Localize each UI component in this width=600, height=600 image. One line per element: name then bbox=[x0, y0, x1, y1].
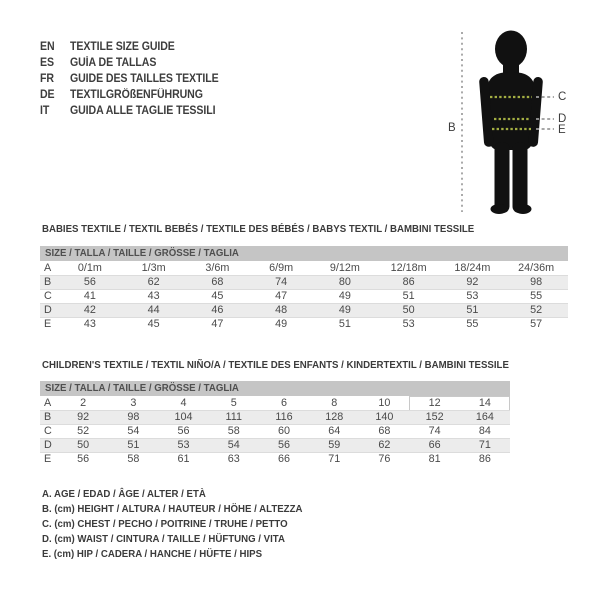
table-cell: 54 bbox=[227, 439, 240, 451]
children-table-body bbox=[40, 396, 510, 466]
children-size-table bbox=[40, 381, 510, 466]
table-cell: 8 bbox=[331, 397, 338, 409]
table-row bbox=[40, 452, 510, 466]
row-label: D bbox=[44, 304, 52, 316]
table-cell: 51 bbox=[127, 439, 140, 451]
language-code: EN bbox=[40, 41, 55, 53]
children-table-title: CHILDREN'S TEXTILE / TEXTIL NIÑO/A / TEXTILE DES ENFANTS / KINDERTEXTIL / BAMBINI TESSILE bbox=[42, 359, 509, 371]
table-cell: 128 bbox=[325, 411, 344, 423]
language-row bbox=[40, 103, 232, 119]
row-label: E bbox=[44, 318, 52, 330]
height-label: B bbox=[448, 122, 456, 134]
table-cell: 2 bbox=[80, 397, 87, 409]
babies-table-title: BABIES TEXTILE / TEXTIL BEBÉS / TEXTILE DES BÉBÉS / BABYS TEXTIL / BAMBINI TESSILE bbox=[42, 223, 475, 235]
table-cell: 52 bbox=[530, 304, 543, 316]
table-cell: 164 bbox=[475, 411, 494, 423]
table-cell: 53 bbox=[402, 318, 415, 330]
table-cell: 55 bbox=[530, 290, 543, 302]
table-cell: 71 bbox=[478, 439, 491, 451]
table-cell: 9/12m bbox=[329, 262, 360, 274]
table-cell: 50 bbox=[77, 439, 90, 451]
table-cell: 55 bbox=[466, 318, 479, 330]
table-cell: 116 bbox=[275, 411, 293, 423]
table-cell: 3/6m bbox=[205, 262, 230, 274]
row-label: B bbox=[44, 276, 52, 288]
row-label: C bbox=[44, 290, 52, 302]
table-cell: 61 bbox=[177, 453, 190, 465]
table-cell: 92 bbox=[77, 411, 90, 423]
legend-line: A. AGE / EDAD / ÂGE / ALTER / ETÀ bbox=[42, 488, 206, 500]
children-table-header: SIZE / TALLA / TAILLE / GRÖSSE / TAGLIA bbox=[40, 381, 510, 396]
table-cell: 54 bbox=[127, 425, 140, 437]
row-label: A bbox=[44, 397, 52, 409]
table-cell: 51 bbox=[466, 304, 479, 316]
language-code: IT bbox=[40, 105, 50, 117]
table-cell: 43 bbox=[147, 290, 160, 302]
table-cell: 56 bbox=[177, 425, 190, 437]
row-label: C bbox=[44, 425, 52, 437]
table-cell: 98 bbox=[127, 411, 140, 423]
row-label: A bbox=[44, 262, 52, 274]
table-cell: 51 bbox=[338, 318, 351, 330]
legend-line: D. (cm) WAIST / CINTURA / TAILLE / HÜFTUNG / VITA bbox=[42, 533, 285, 545]
hip-label: E bbox=[558, 124, 566, 136]
table-cell: 46 bbox=[211, 304, 224, 316]
table-cell: 59 bbox=[328, 439, 341, 451]
row-label: B bbox=[44, 411, 52, 423]
table-cell: 43 bbox=[83, 318, 96, 330]
babies-table-body bbox=[40, 261, 568, 331]
table-cell: 68 bbox=[211, 276, 224, 288]
language-code: ES bbox=[40, 57, 54, 69]
table-row bbox=[40, 438, 510, 452]
language-title: GUIDA ALLE TAGLIE TESSILI bbox=[70, 105, 216, 117]
babies-size-table bbox=[40, 246, 568, 331]
table-cell: 0/1m bbox=[77, 262, 102, 274]
table-cell: 6/9m bbox=[269, 262, 294, 274]
table-cell: 68 bbox=[378, 425, 391, 437]
table-cell: 74 bbox=[275, 276, 288, 288]
table-cell: 41 bbox=[83, 290, 96, 302]
table-cell: 98 bbox=[530, 276, 543, 288]
table-cell: 86 bbox=[402, 276, 415, 288]
measurement-figure bbox=[430, 16, 580, 222]
table-cell: 24/36m bbox=[518, 262, 555, 274]
table-cell: 58 bbox=[227, 425, 240, 437]
table-row bbox=[40, 396, 510, 410]
table-row bbox=[40, 317, 568, 331]
language-code: DE bbox=[40, 89, 55, 101]
row-label: E bbox=[44, 453, 52, 465]
table-cell: 152 bbox=[425, 411, 444, 423]
table-cell: 4 bbox=[180, 397, 187, 409]
babies-table-header: SIZE / TALLA / TAILLE / GRÖSSE / TAGLIA bbox=[40, 246, 568, 261]
table-cell: 86 bbox=[478, 453, 491, 465]
chest-label: C bbox=[558, 91, 567, 103]
table-cell: 62 bbox=[147, 276, 160, 288]
table-row bbox=[40, 289, 568, 303]
language-title: TEXTILE SIZE GUIDE bbox=[70, 41, 175, 53]
language-title: GUÍA DE TALLAS bbox=[70, 57, 157, 69]
table-cell: 3 bbox=[130, 397, 137, 409]
language-row bbox=[40, 87, 232, 103]
table-cell: 47 bbox=[211, 318, 224, 330]
table-cell: 49 bbox=[338, 304, 351, 316]
table-cell: 80 bbox=[338, 276, 351, 288]
table-cell: 42 bbox=[83, 304, 96, 316]
table-cell: 12/18m bbox=[390, 262, 427, 274]
table-cell: 56 bbox=[277, 439, 290, 451]
table-cell: 5 bbox=[230, 397, 237, 409]
legend-line: C. (cm) CHEST / PECHO / POITRINE / TRUHE / PETTO bbox=[42, 518, 288, 530]
table-cell: 66 bbox=[428, 439, 441, 451]
legend-line: E. (cm) HIP / CADERA / HANCHE / HÜFTE / HIPS bbox=[42, 548, 263, 560]
table-cell: 63 bbox=[227, 453, 240, 465]
table-cell: 66 bbox=[277, 453, 290, 465]
language-title: TEXTILGRÖßENFÜHRUNG bbox=[70, 89, 203, 101]
table-cell: 64 bbox=[328, 425, 341, 437]
table-cell: 52 bbox=[77, 425, 90, 437]
table-cell: 92 bbox=[466, 276, 479, 288]
table-cell: 12 bbox=[428, 397, 441, 409]
language-code: FR bbox=[40, 73, 54, 85]
table-cell: 10 bbox=[378, 397, 391, 409]
table-cell: 49 bbox=[275, 318, 288, 330]
table-cell: 56 bbox=[77, 453, 90, 465]
table-cell: 111 bbox=[225, 411, 242, 423]
measurement-legend bbox=[42, 487, 325, 562]
table-row bbox=[40, 303, 568, 317]
table-cell: 49 bbox=[338, 290, 351, 302]
table-row bbox=[40, 261, 568, 275]
table-cell: 50 bbox=[402, 304, 415, 316]
table-cell: 57 bbox=[530, 318, 543, 330]
table-cell: 45 bbox=[211, 290, 224, 302]
row-label: D bbox=[44, 439, 52, 451]
table-cell: 53 bbox=[466, 290, 479, 302]
table-cell: 1/3m bbox=[141, 262, 166, 274]
table-cell: 81 bbox=[428, 453, 441, 465]
table-cell: 56 bbox=[83, 276, 96, 288]
language-title: GUIDE DES TAILLES TEXTILE bbox=[70, 73, 219, 85]
table-cell: 140 bbox=[375, 411, 394, 423]
language-row bbox=[40, 55, 232, 71]
table-row bbox=[40, 410, 510, 424]
table-cell: 62 bbox=[378, 439, 391, 451]
table-cell: 74 bbox=[428, 425, 441, 437]
table-cell: 71 bbox=[328, 453, 341, 465]
table-cell: 47 bbox=[275, 290, 288, 302]
language-list bbox=[40, 39, 232, 119]
table-cell: 14 bbox=[478, 397, 491, 409]
legend-line: B. (cm) HEIGHT / ALTURA / HAUTEUR / HÖHE / ALTEZZA bbox=[42, 503, 303, 515]
table-cell: 60 bbox=[277, 425, 290, 437]
table-cell: 84 bbox=[478, 425, 491, 437]
table-cell: 58 bbox=[127, 453, 140, 465]
table-cell: 18/24m bbox=[454, 262, 491, 274]
table-row bbox=[40, 275, 568, 289]
table-cell: 44 bbox=[147, 304, 160, 316]
table-row bbox=[40, 424, 510, 438]
child-silhouette bbox=[479, 31, 543, 215]
table-cell: 51 bbox=[402, 290, 415, 302]
table-cell: 104 bbox=[174, 411, 193, 423]
language-row bbox=[40, 71, 232, 87]
table-cell: 48 bbox=[275, 304, 288, 316]
table-cell: 53 bbox=[177, 439, 190, 451]
waist-label: D bbox=[558, 113, 567, 125]
table-cell: 45 bbox=[147, 318, 160, 330]
language-row bbox=[40, 39, 232, 55]
table-cell: 76 bbox=[378, 453, 391, 465]
table-cell: 6 bbox=[280, 397, 287, 409]
